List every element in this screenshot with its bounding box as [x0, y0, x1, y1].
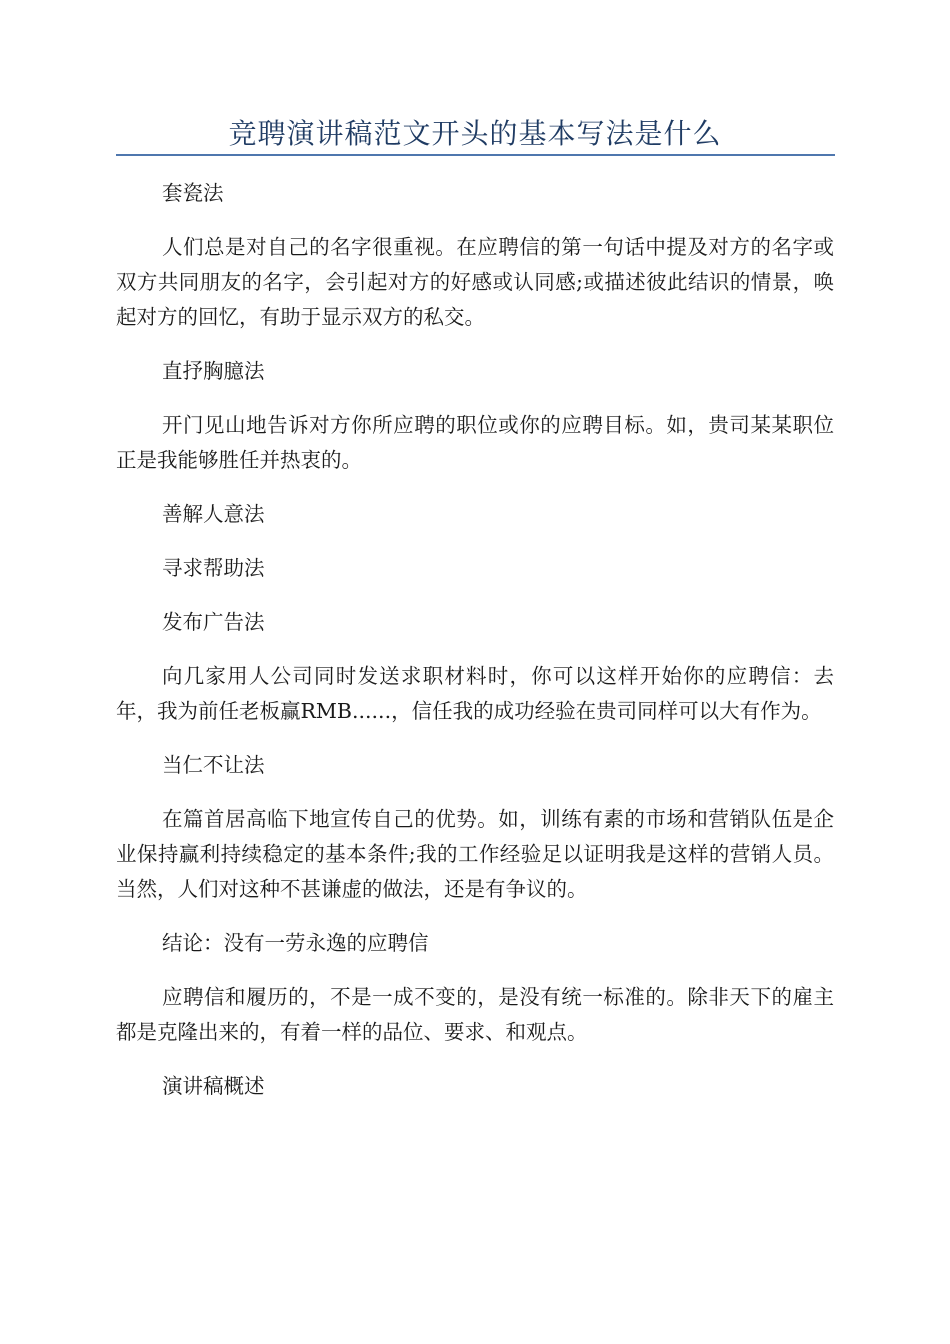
title-underline	[116, 154, 835, 156]
paragraph-zhishu: 开门见山地告诉对方你所应聘的职位或你的应聘目标。如，贵司某某职位正是我能够胜任并热衷的。	[116, 413, 834, 472]
paragraph-fabu: 向几家用人公司同时发送求职材料时，你可以这样开始你的应聘信：去年，我为前任老板赢RMB......，信任我的成功经验在贵司同样可以大有作为。	[116, 664, 834, 723]
heading-gaishu: 演讲稿概述	[162, 1074, 265, 1098]
heading-dangren: 当仁不让法	[162, 753, 265, 777]
paragraph-jielun: 应聘信和履历的，不是一成不变的，是没有统一标准的。除非天下的雇主都是克隆出来的，有着一样的品位、要求、和观点。	[116, 985, 834, 1044]
document-body	[116, 176, 834, 1104]
document-title: 竞聘演讲稿范文开头的基本写法是什么	[228, 117, 722, 150]
heading-taoci: 套瓷法	[162, 181, 224, 205]
heading-jielun: 结论：没有一劳永逸的应聘信	[162, 931, 429, 955]
heading-xunqiu: 寻求帮助法	[162, 556, 265, 580]
paragraph-dangren: 在篇首居高临下地宣传自己的优势。如，训练有素的市场和营销队伍是企业保持赢利持续稳定的基本条件;我的工作经验足以证明我是这样的营销人员。当然，人们对这种不甚谦虚的做法，还是有争议的。	[116, 807, 834, 901]
paragraph-taoci: 人们总是对自己的名字很重视。在应聘信的第一句话中提及对方的名字或双方共同朋友的名字，会引起对方的好感或认同感;或描述彼此结识的情景，唤起对方的回忆，有助于显示双方的私交。	[116, 235, 834, 329]
heading-shanjie: 善解人意法	[162, 502, 265, 526]
heading-zhishu: 直抒胸臆法	[162, 359, 265, 383]
heading-fabu: 发布广告法	[162, 610, 265, 634]
